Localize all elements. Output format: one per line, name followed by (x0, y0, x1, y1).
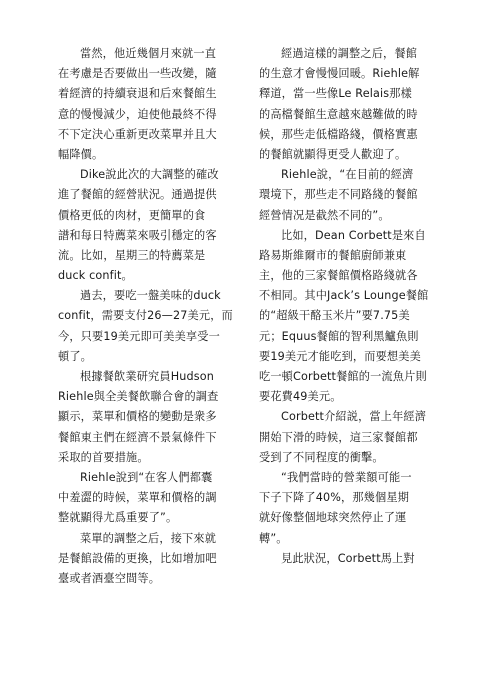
text-line: Riehle與全美餐飲聯合會的調查 (58, 390, 219, 404)
text-line: 要花費49美元。 (259, 390, 342, 404)
text-line: 比如，Dean Corbett是來自 (281, 228, 426, 242)
text-line: 中羞澀的時候，菜單和價格的調 (58, 491, 217, 505)
text-line: duck confit。 (58, 269, 133, 283)
text-line: 下子下降了40%，那幾個星期 (259, 491, 410, 505)
text-line: 根據餐飲業研究員Hudson (80, 370, 214, 383)
text-line: 元；Equus餐館的智利黑鱸魚則 (259, 329, 419, 343)
text-line: 轉”。 (259, 531, 288, 545)
text-line: 的“超級干酪玉米片”要7.75美 (259, 309, 410, 323)
text-line: confit，需要支付26—27美元，而 (58, 309, 233, 323)
text-line: 今，只要19美元即可美美享受一 (58, 329, 220, 343)
right-text-column (259, 44, 434, 569)
text-line: 餐館東主們在經濟不景氣條件下 (58, 430, 217, 444)
text-line: 菜單的調整之后，接下來就 (80, 531, 217, 545)
text-line: 頓了。 (58, 349, 93, 363)
text-line: 整就顯得尤爲重要了”。 (58, 511, 178, 525)
text-line: Corbett介紹説，當上年經濟 (281, 410, 427, 424)
text-line: 不下定決心重新更改菜單并且大 (58, 127, 217, 141)
text-line: 在考慮是否要做出一些改變，隨 (58, 67, 217, 81)
text-line: 是餐館設備的更換，比如增加吧 (58, 551, 217, 565)
text-line: 釋道，當一些像Le Relais那樣 (259, 87, 412, 101)
text-line: 不相同。其中Jack’s Lounge餐館 (259, 289, 429, 303)
text-line: 經營情况是截然不同的”。 (259, 208, 390, 222)
text-line: 臺或者酒臺空間等。 (58, 571, 161, 585)
text-line: Riehle說到“在客人們都囊 (80, 470, 213, 484)
text-line: 候，那些走低檔路綫，價格實惠 (259, 127, 418, 141)
text-line: 當然，他近幾個月來就一直 (80, 47, 217, 60)
text-line: 吃一頓Corbett餐館的一流魚片則 (259, 370, 427, 383)
text-line: 顯示，菜單和價格的變動是衆多 (58, 410, 217, 424)
text-line: 主，他的三家餐館價格路綫就各 (259, 269, 418, 283)
text-line: 價格更低的肉材，更簡單的食 (58, 208, 206, 222)
text-line: 受到了不同程度的衝擊。 (259, 450, 384, 464)
text-line: 的生意才會慢慢回暖。Riehle解 (259, 67, 420, 81)
text-line: 流。比如，星期三的特薦菜是 (58, 248, 206, 262)
text-line: “我們當時的營業額可能一 (281, 470, 412, 484)
text-line: 幅降價。 (58, 147, 104, 161)
text-line: 的餐館就顯得更受人歡迎了。 (259, 147, 407, 161)
text-line: 着經濟的持續衰退和后來餐館生 (58, 87, 217, 101)
text-line: 開始下滑的時候，這三家餐館都 (259, 430, 418, 444)
text-line: 的高檔餐館生意越來越難做的時 (259, 107, 418, 121)
text-line: 就好像整個地球突然停止了運 (259, 511, 407, 525)
text-line: 要19美元才能吃到，而要想美美 (259, 349, 421, 363)
text-line: 經過這樣的調整之后，餐館 (281, 47, 418, 60)
text-line: Dike說此次的大調整的確改 (80, 168, 219, 182)
text-line: 環境下，那些走不同路綫的餐館 (259, 188, 418, 202)
text-line: 意的慢慢減少，迫使他最終不得 (58, 107, 217, 121)
text-line: 采取的首要措施。 (58, 450, 149, 464)
text-line: 路易斯維爾市的餐館廚師兼東 (259, 248, 407, 262)
text-line: 見此狀況，Corbett馬上對 (281, 551, 415, 565)
text-line: Riehle說，“在目前的經濟 (281, 168, 414, 182)
left-text-column (58, 44, 233, 589)
text-line: 進了餐館的經營狀況。通過提供 (58, 188, 217, 202)
text-line: 過去，要吃一盤美味的duck (80, 289, 221, 303)
text-line: 譜和每日特薦菜來吸引穩定的客 (58, 228, 217, 242)
